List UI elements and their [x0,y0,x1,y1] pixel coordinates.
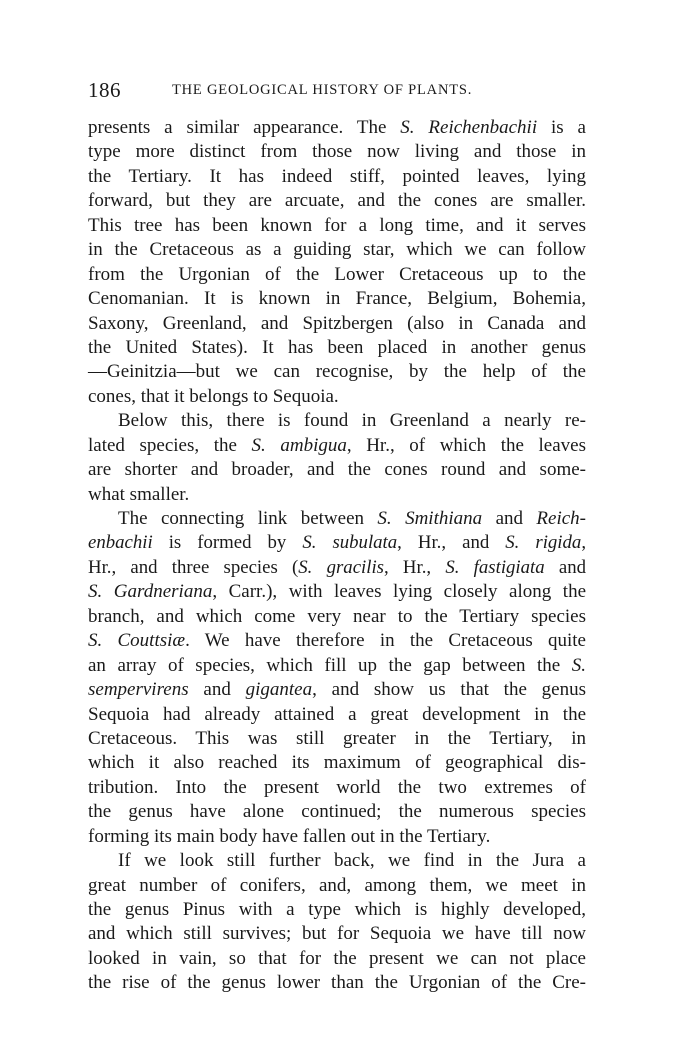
text-segment: an array of species, which fill up the gap between the [88,654,572,676]
text-line [88,483,586,507]
text-line [88,947,586,971]
text-segment: what smaller. [88,483,190,505]
italic-text: S. fastigiata [445,556,545,578]
text-line [88,531,586,555]
text-line [88,312,586,336]
text-segment: and [188,679,246,701]
text-segment: Sequoia had already attained a great development in the [88,703,586,725]
text-line [88,922,586,946]
text-segment: the genus have alone continued; the numerous species [88,801,586,823]
text-segment: , and show us that the genus [312,679,586,701]
text-segment: tribution. Into the present world the two extremes of [88,776,586,798]
text-segment: type more distinct from those now living and those in [88,141,586,163]
text-segment: forming its main body have fallen out in the Tertiary. [88,825,491,847]
text-line [88,189,586,213]
text-line [88,971,586,995]
text-segment: the Tertiary. It has indeed stiff, pointed leaves, lying [88,165,586,187]
text-line [88,238,586,262]
text-segment: from the Urgonian of the Lower Cretaceous up to the [88,263,586,285]
text-segment: Cretaceous. This was still greater in the Tertiary, in [88,727,586,749]
italic-text: enbachii [88,532,153,554]
text-segment: the United States). It has been placed in another genus [88,336,586,358]
italic-text: S. [571,654,586,676]
text-line [88,629,586,653]
italic-text: S. Smithiana [377,508,483,529]
text-line [88,654,586,678]
text-segment: If we look still further back, we find in the Jura a [118,850,586,872]
text-line [88,874,586,898]
text-line [88,605,586,629]
text-segment: in the Cretaceous as a guiding star, which we can follow [88,239,586,261]
text-segment: looked in vain, so that for the present we can not place [88,947,586,969]
text-segment: Hr., and three species ( [88,556,299,578]
text-segment: , Hr., of which the leaves [346,434,586,456]
page-header [88,78,588,104]
text-segment: the genus Pinus with a type which is highly developed, [88,899,586,920]
italic-text: S. rigida [505,532,582,554]
text-segment: . We have therefore in the Cretaceous quite [185,630,586,652]
text-line [88,825,586,849]
italic-text: S. gracilis [298,556,384,578]
text-line [88,800,586,824]
text-line [88,287,586,311]
text-line [88,263,586,287]
text-segment: and [482,508,537,529]
text-segment: Saxony, Greenland, and Spitzbergen (also in Canada and [88,312,586,334]
text-line [88,336,586,360]
text-line [88,776,586,800]
italic-text: S. ambigua [251,434,347,456]
text-segment: Cenomanian. It is known in France, Belgium, Bohemia, [88,288,586,310]
text-line [88,165,586,189]
text-segment: This tree has been known for a long time, and it serves [88,214,586,236]
text-line [88,556,586,580]
body-text [88,116,586,996]
italic-text: S. Reichenbachii [400,117,538,138]
text-line [88,703,586,727]
text-line [88,751,586,775]
italic-text: S. subulata [302,532,398,554]
text-line [88,140,586,164]
text-segment: is a [537,117,586,138]
text-segment: is formed by [152,532,303,554]
page-number: 186 [88,78,121,102]
text-line [88,434,586,458]
text-segment: presents a similar appearance. The [88,117,401,138]
text-line [88,727,586,751]
running-head: THE GEOLOGICAL HISTORY OF PLANTS. [172,82,473,98]
text-segment: and [544,556,587,578]
text-line [88,898,586,922]
italic-text: Reich- [536,508,586,529]
text-segment: The connecting link between [118,508,378,529]
text-segment: are shorter and broader, and the cones round and some- [88,459,586,481]
italic-text: sempervirens [88,679,189,701]
text-line [88,409,586,433]
text-segment: , Hr., [384,556,446,578]
text-line [88,580,586,604]
text-line [88,678,586,702]
text-segment: branch, and which come very near to the Tertiary species [88,605,586,627]
text-segment: , Hr., and [397,532,506,554]
text-segment: the rise of the genus lower than the Urgonian of the Cre- [88,972,586,994]
text-line [88,507,586,531]
text-line [88,116,586,140]
text-segment: , Carr.), with leaves lying closely along the [212,581,586,603]
text-line [88,360,586,384]
text-line [88,214,586,238]
text-line [88,458,586,482]
text-segment: —Geinitzia—but we can recognise, by the help of the [88,361,586,383]
italic-text: S. Couttsiæ [88,630,186,652]
text-segment: lated species, the [88,434,252,456]
text-segment: cones, that it belongs to Sequoia. [88,385,339,407]
text-segment: Below this, there is found in Greenland a nearly re- [118,410,586,432]
text-line [88,849,586,873]
italic-text: S. Gardneriana [88,581,213,603]
italic-text: gigantea [245,679,313,701]
text-segment: forward, but they are arcuate, and the cones are smaller. [88,190,586,212]
text-segment: and which still survives; but for Sequoia we have till now [88,923,586,945]
text-segment: which it also reached its maximum of geographical dis- [88,752,586,774]
text-segment: great number of conifers, and, among them, we meet in [88,874,586,896]
text-line [88,385,586,409]
text-segment: , [581,532,587,554]
